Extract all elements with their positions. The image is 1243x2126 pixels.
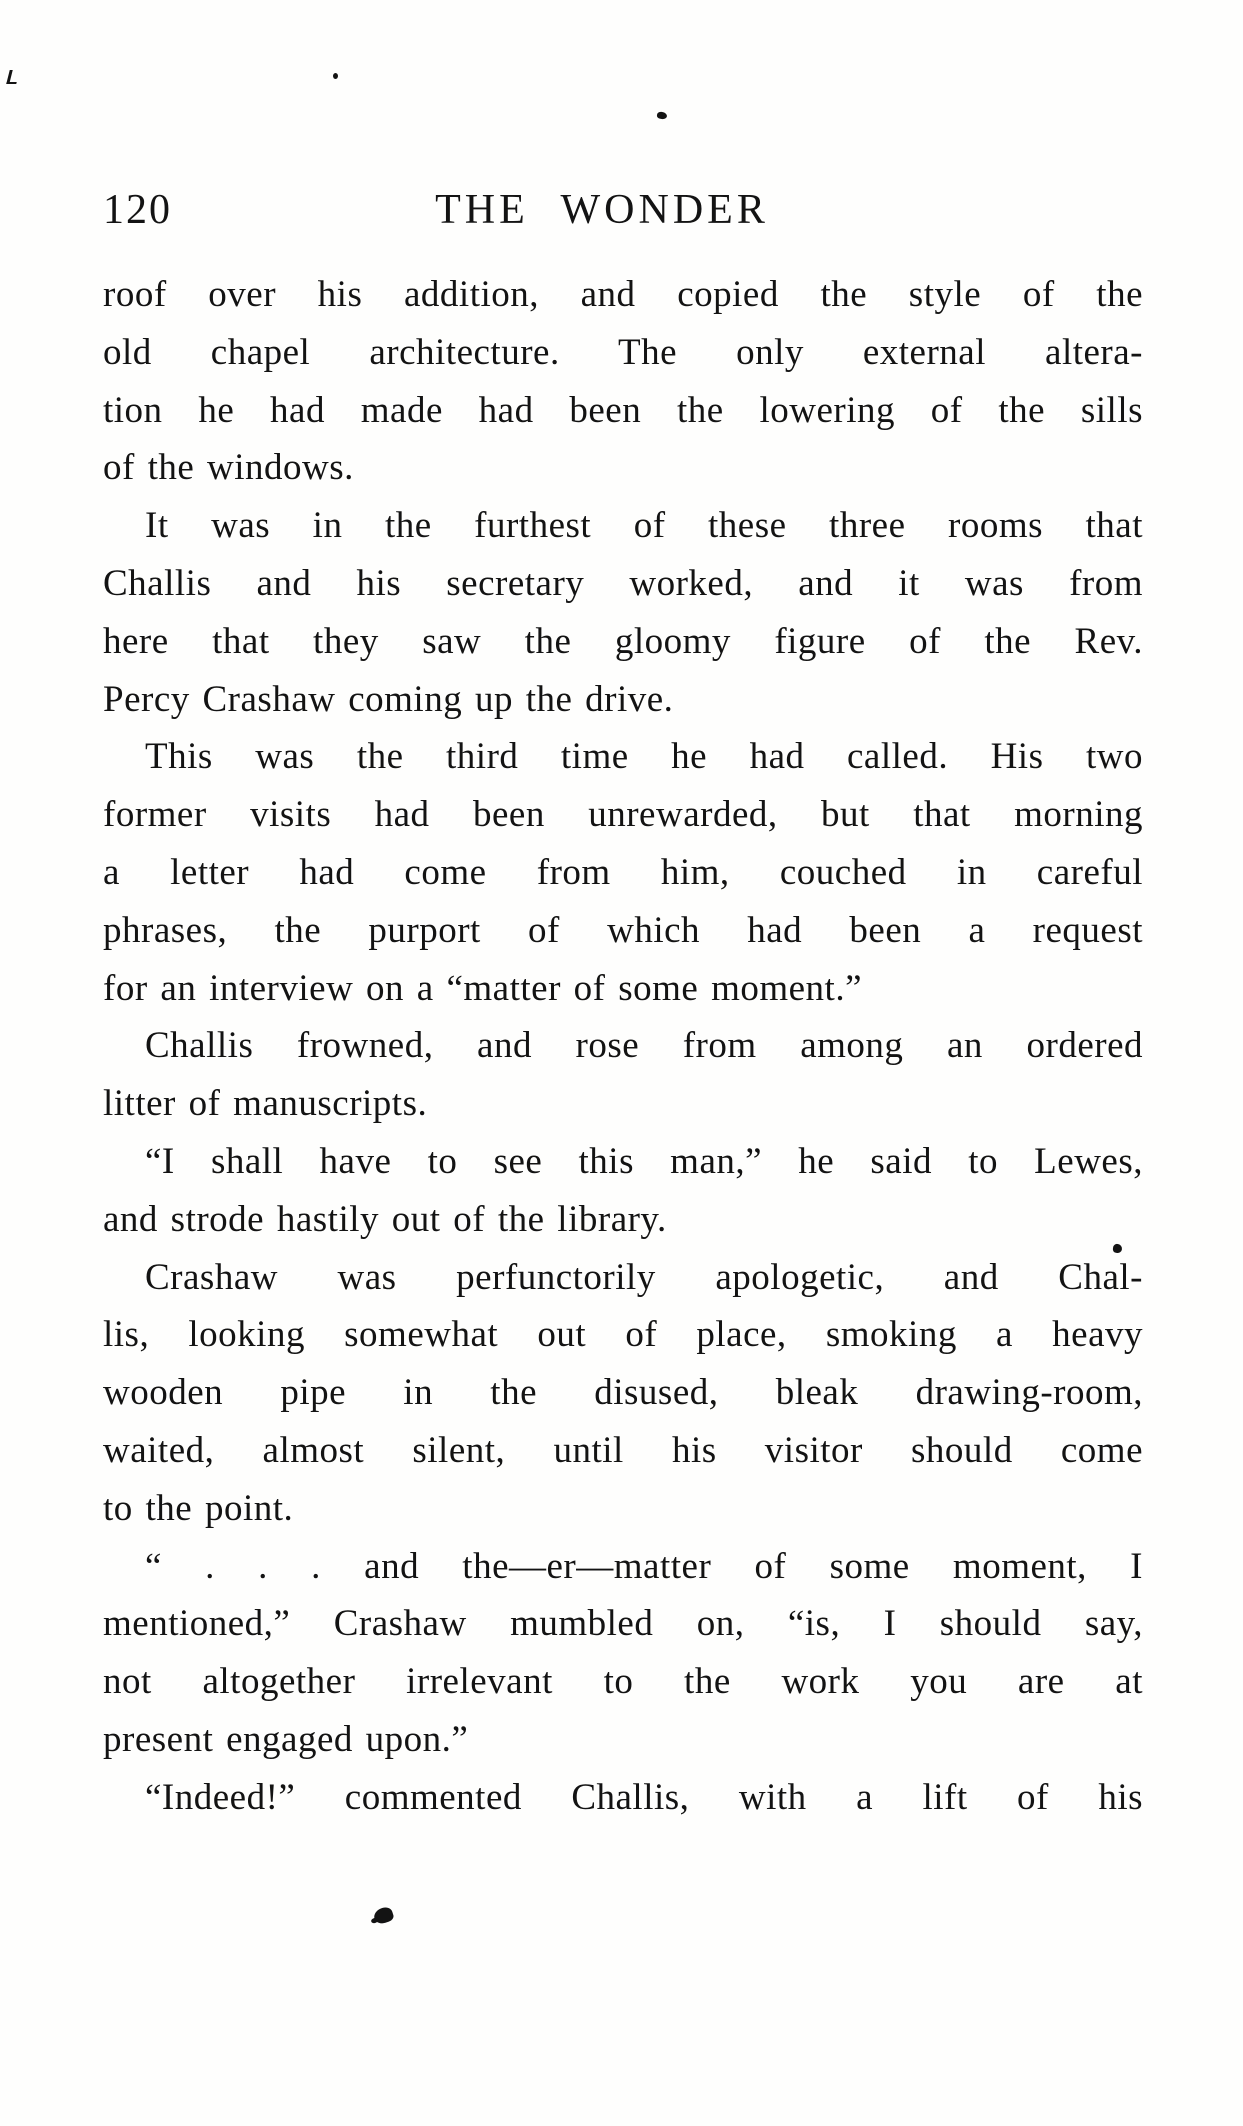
- page-number: 120: [103, 187, 172, 233]
- text-line: former visits had been unrewarded, but that morning: [103, 794, 1143, 836]
- ink-blot: [372, 1905, 395, 1925]
- text-line: “I shall have to see this man,” he said to Lewes,: [145, 1140, 1143, 1182]
- text-line: This was the third time he had called. His two: [145, 736, 1143, 778]
- stray-check-mark: [6, 70, 19, 84]
- text-line: “ . . . and the—er—matter of some moment, I: [145, 1545, 1143, 1587]
- text-line: lis, looking somewhat out of place, smoking a heavy: [103, 1314, 1143, 1356]
- text-line: wooden pipe in the disused, bleak drawing-room,: [103, 1372, 1143, 1414]
- text-line: litter of manuscripts.: [103, 1083, 428, 1125]
- text-line: It was in the furthest of these three rooms that: [145, 505, 1143, 547]
- text-line: a letter had come from him, couched in careful: [103, 851, 1143, 893]
- text-line: here that they saw the gloomy figure of the Rev.: [103, 620, 1143, 662]
- text-line: and strode hastily out of the library.: [103, 1198, 667, 1240]
- text-line: Challis and his secretary worked, and it was from: [103, 562, 1143, 604]
- text-line: of the windows.: [103, 447, 354, 489]
- text-line: not altogether irrelevant to the work you are at: [103, 1661, 1143, 1703]
- text-line: to the point.: [103, 1487, 294, 1529]
- page-text: [103, 266, 1143, 1827]
- running-head: [103, 188, 1143, 238]
- text-line: phrases, the purport of which had been a request: [103, 909, 1143, 951]
- running-title: THE WONDER: [435, 187, 769, 233]
- text-line: tion he had made had been the lowering of the sills: [103, 389, 1143, 431]
- text-line: present engaged upon.”: [103, 1718, 469, 1760]
- text-line: “Indeed!” commented Challis, with a lift of his: [145, 1776, 1143, 1818]
- stray-speck: [657, 111, 668, 119]
- text-line: Challis frowned, and rose from among an ordered: [145, 1025, 1143, 1067]
- stray-dot: [333, 73, 338, 79]
- text-line: roof over his addition, and copied the style of the: [103, 274, 1143, 315]
- text-line: Crashaw was perfunctorily apologetic, and Chal-: [145, 1256, 1143, 1298]
- text-line: mentioned,” Crashaw mumbled on, “is, I should say,: [103, 1603, 1143, 1645]
- text-line: Percy Crashaw coming up the drive.: [103, 678, 674, 720]
- text-line: for an interview on a “matter of some moment.”: [103, 967, 862, 1009]
- text-line: old chapel architecture. The only external altera-: [103, 331, 1143, 373]
- text-line: waited, almost silent, until his visitor should come: [103, 1429, 1143, 1471]
